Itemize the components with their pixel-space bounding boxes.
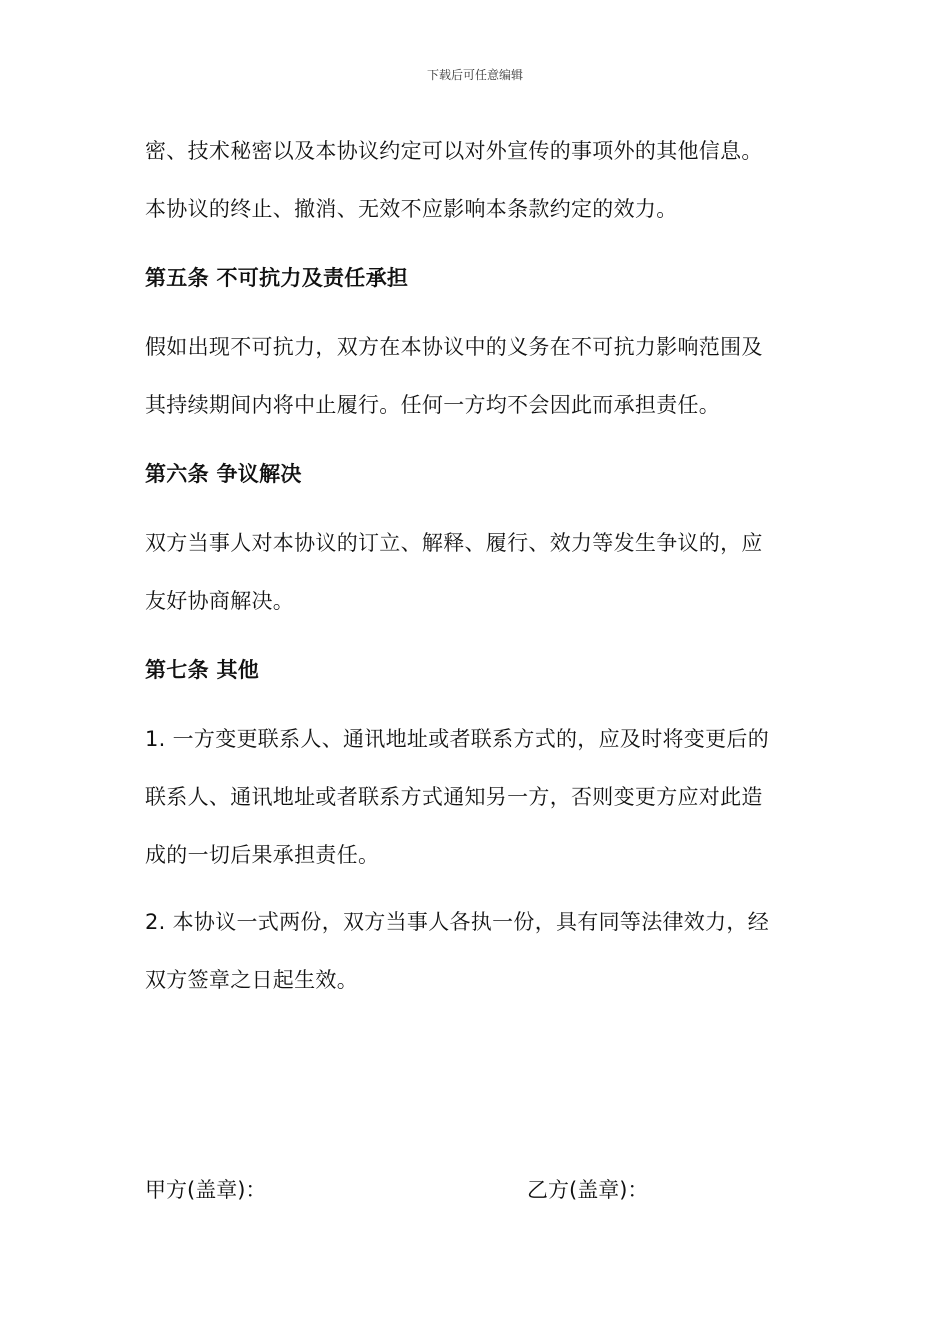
body-line: 其持续期间内将中止履行。任何一方均不会因此而承担责任。 (145, 393, 721, 417)
body-line: 密、技术秘密以及本协议约定可以对外宣传的事项外的其他信息。 (145, 139, 763, 163)
section-heading-5: 第五条 不可抗力及责任承担 (145, 266, 409, 290)
section-heading-7: 第七条 其他 (145, 658, 260, 682)
list-item-1: 1. 一方变更联系人、通讯地址或者联系方式的，应及时将变更后的 (145, 727, 770, 751)
body-line: 联系人、通讯地址或者联系方式通知另一方，否则变更方应对此造 (145, 785, 763, 809)
body-line: 双方当事人对本协议的订立、解释、履行、效力等发生争议的，应 (145, 531, 763, 555)
body-line: 双方签章之日起生效。 (145, 968, 358, 992)
body-line: 假如出现不可抗力，双方在本协议中的义务在不可抗力影响范围及 (145, 335, 763, 359)
party-b-signature: 乙方(盖章)： (527, 1178, 649, 1202)
list-item-2: 2. 本协议一式两份，双方当事人各执一份，具有同等法律效力，经 (145, 910, 770, 934)
party-a-signature: 甲方(盖章)： (145, 1178, 267, 1202)
body-line: 友好协商解决。 (145, 589, 295, 613)
page-header: 下载后可任意编辑 (426, 68, 523, 82)
section-heading-6: 第六条 争议解决 (145, 462, 302, 486)
body-line: 成的一切后果承担责任。 (145, 843, 380, 867)
body-line: 本协议的终止、撤消、无效不应影响本条款约定的效力。 (145, 197, 678, 221)
